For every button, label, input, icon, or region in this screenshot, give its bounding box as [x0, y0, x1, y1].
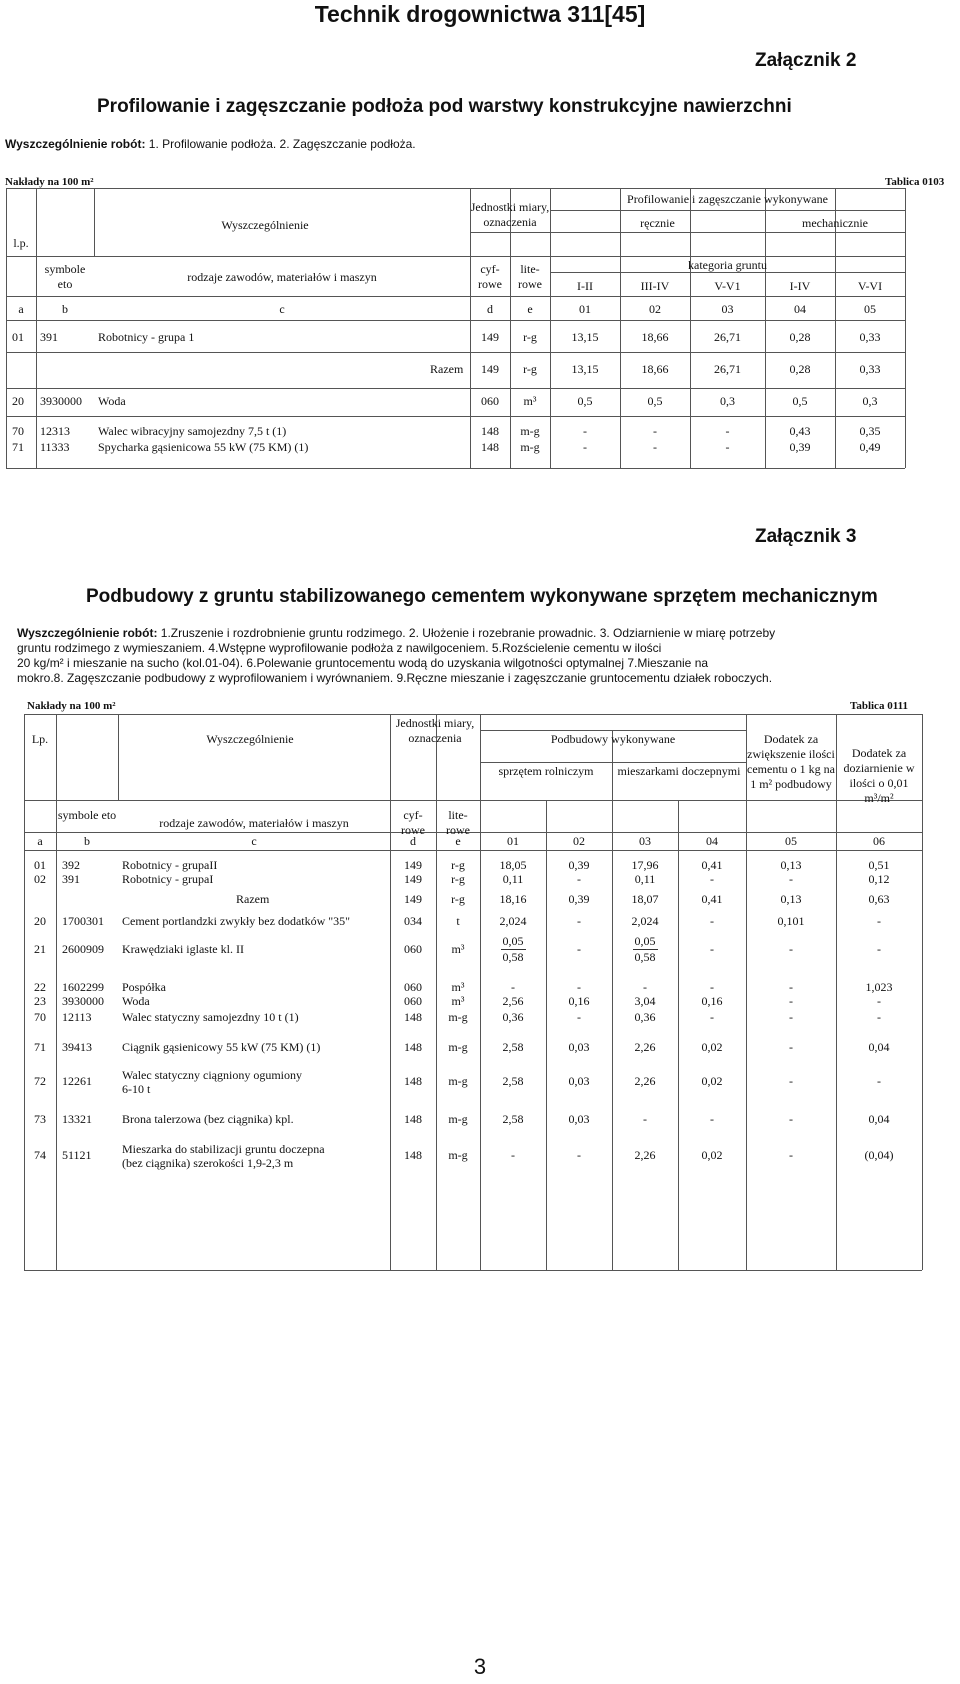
- annex2-workspec-label: Wyszczególnienie robót:: [5, 137, 146, 151]
- row-value: 0,36: [502, 1010, 524, 1024]
- row-name: Ciągnik gąsienicowy 55 kW (75 KM) (1): [122, 1040, 321, 1054]
- row-symbol: 11333: [40, 440, 70, 454]
- letter-col-e: e: [527, 302, 533, 316]
- row-value: -: [710, 980, 714, 994]
- row-cyf: 060: [481, 394, 499, 408]
- row-value: -: [789, 942, 793, 956]
- hdr-dodatek2: Dodatek za doziarnienie w ilości o 0,01 m³/m²: [843, 746, 915, 805]
- row-value: 0,12: [868, 872, 890, 886]
- annex2-naklady: Nakłady na 100 m²: [5, 176, 94, 188]
- rule-v: [24, 714, 25, 1270]
- row-value: 0,13: [780, 858, 802, 872]
- row-lit: r-g: [523, 362, 537, 376]
- row-symbol: 12261: [62, 1074, 92, 1088]
- row-cyf: 060: [404, 994, 422, 1008]
- rule-h: [6, 352, 905, 353]
- row-value: -: [789, 1074, 793, 1088]
- row-value: 18,66: [641, 330, 669, 344]
- letter-col-03: 03: [639, 834, 651, 848]
- row-symbol: 1700301: [62, 914, 104, 928]
- rule-h: [480, 762, 746, 763]
- row-symbol: 13321: [62, 1112, 92, 1126]
- rule-v: [94, 188, 95, 256]
- row-lit: r-g: [451, 858, 465, 872]
- hdr-lp: Lp.: [31, 732, 49, 746]
- row-value: 0,5: [792, 394, 808, 408]
- annex3-workspec: [17, 626, 942, 686]
- fraction-numerator: 0,05: [502, 934, 524, 948]
- row-name: Pospółka: [122, 980, 167, 994]
- annex3-workspec-label: Wyszczególnienie robót:: [17, 626, 158, 640]
- row-value: 1,023: [865, 980, 893, 994]
- row-value: -: [789, 980, 793, 994]
- annex3-section: [0, 500, 960, 1280]
- hdr-literowe: lite- rowe: [518, 262, 542, 291]
- hdr-jednostki: Jednostki miary, oznaczenia: [470, 200, 550, 229]
- annex3-tablica: Tablica 0111: [850, 700, 908, 712]
- row-value: 2,024: [499, 914, 527, 928]
- rule-h: [24, 714, 922, 715]
- row-value: 0,04: [868, 1040, 890, 1054]
- row-value: 0,36: [634, 1010, 656, 1024]
- rule-h: [470, 232, 905, 233]
- row-value: 0,02: [701, 1074, 723, 1088]
- hdr-sprzetem: sprzętem rolniczym: [498, 764, 594, 778]
- hdr-symbole: symbole eto: [44, 262, 86, 291]
- row-value: -: [789, 1112, 793, 1126]
- rule-h: [6, 296, 905, 297]
- hdr-wyszczegolnienie: Wyszczególnienie: [206, 732, 294, 746]
- row-value: 0,35: [859, 424, 881, 438]
- row-lit: m-g: [448, 1148, 468, 1162]
- fraction-numerator: 0,05: [634, 934, 656, 948]
- hdr-jednostki: Jednostki miary, oznaczenia: [395, 716, 475, 745]
- row-value: -: [877, 1010, 881, 1024]
- row-value-fraction: [612, 934, 678, 965]
- row-lp: 71: [34, 1040, 46, 1054]
- rule-v: [118, 714, 119, 800]
- row-name: Krawędziaki iglaste kl. II: [122, 942, 244, 956]
- row-name: Walec wibracyjny samojezdny 7,5 t (1): [98, 424, 287, 438]
- row-value: 0,16: [568, 994, 590, 1008]
- row-value: -: [877, 914, 881, 928]
- row-value: 0,5: [577, 394, 593, 408]
- row-value: 0,03: [568, 1074, 590, 1088]
- row-value: 2,024: [631, 914, 659, 928]
- hdr-symbole: symbole eto: [57, 808, 117, 822]
- annex2-label: Załącznik 2: [755, 50, 857, 71]
- row-value: 26,71: [714, 362, 741, 376]
- letter-col-03: 03: [721, 302, 734, 316]
- annex3-workspec-line-2: 20 kg/m² i mieszanie na sucho (kol.01-04). 6.Polewanie gruntocementu wodą do uzyskania wilgotności optymalnej 7.Mieszanie na: [17, 656, 709, 670]
- rule-v: [922, 714, 923, 1270]
- row-symbol: 3930000: [62, 994, 104, 1008]
- row-value: -: [710, 942, 714, 956]
- letter-col-a: a: [18, 302, 24, 316]
- row-value: 0,49: [859, 440, 881, 454]
- row-value: 2,56: [502, 994, 524, 1008]
- letter-col-b: b: [62, 302, 68, 316]
- row-lp: 01: [34, 858, 46, 872]
- row-lit: m-g: [448, 1010, 468, 1024]
- row-value: -: [583, 424, 587, 438]
- row-value: -: [577, 980, 581, 994]
- row-name: 6-10 t: [122, 1082, 151, 1096]
- row-value: -: [577, 942, 581, 956]
- row-value: 0,33: [859, 330, 881, 344]
- letter-col-c: c: [251, 834, 257, 848]
- row-value: 0,33: [859, 362, 881, 376]
- row-lp: 73: [34, 1112, 46, 1126]
- rule-h: [6, 188, 905, 189]
- hdr-kategoria-k2: III-IV: [640, 279, 670, 293]
- row-name: Cement portlandzki zwykły bez dodatków "35": [122, 914, 351, 928]
- row-cyf: 034: [404, 914, 422, 928]
- row-value: -: [877, 994, 881, 1008]
- row-cyf: 149: [404, 858, 422, 872]
- row-symbol: 391: [40, 330, 58, 344]
- row-lp: 20: [12, 394, 24, 408]
- letter-col-05: 05: [785, 834, 797, 848]
- row-lp: 20: [34, 914, 46, 928]
- row-symbol: 51121: [62, 1148, 92, 1162]
- row-value: -: [643, 980, 647, 994]
- row-value: 2,26: [634, 1148, 656, 1162]
- row-value: -: [789, 1148, 793, 1162]
- row-value: 0,04: [868, 1112, 890, 1126]
- row-value: -: [877, 942, 881, 956]
- rule-v: [905, 188, 906, 468]
- rule-h: [6, 388, 905, 389]
- rule-h: [6, 468, 905, 469]
- row-lit: m³: [451, 994, 465, 1008]
- rule-h: [6, 256, 905, 257]
- row-lit: r-g: [451, 872, 465, 886]
- row-value: 0,03: [568, 1112, 590, 1126]
- row-value: -: [653, 440, 657, 454]
- row-value: -: [725, 424, 730, 438]
- row-value: 3,04: [634, 994, 656, 1008]
- row-value: 0,28: [789, 362, 811, 376]
- hdr-kategoria-k5: V-VI: [857, 279, 883, 293]
- row-value: 18,07: [631, 892, 659, 906]
- row-lit: r-g: [451, 892, 465, 906]
- row-value: 0,101: [777, 914, 805, 928]
- row-value: -: [643, 1112, 647, 1126]
- row-value: 0,43: [789, 424, 811, 438]
- row-value: 13,15: [571, 330, 599, 344]
- row-value: -: [877, 1074, 881, 1088]
- row-cyf: 060: [404, 942, 422, 956]
- row-cyf: 148: [404, 1112, 422, 1126]
- row-symbol: 2600909: [62, 942, 104, 956]
- row-name: Robotnicy - grupa 1: [98, 330, 195, 344]
- annex3-workspec-line-3: mokro.8. Zagęszczanie podbudowy z wyprofilowaniem i wyrównaniem. 9.Ręczne mieszanie i zagęszczanie gruntocementu działek roboczych.: [17, 671, 773, 685]
- row-value: 0,02: [701, 1148, 723, 1162]
- hdr-rodzaje: rodzaje zawodów, materiałów i maszyn: [159, 816, 349, 830]
- row-lp: 70: [12, 424, 24, 438]
- row-value: -: [577, 1148, 581, 1162]
- row-value: 0,28: [789, 330, 811, 344]
- letter-col-04: 04: [706, 834, 718, 848]
- hdr-literowe: lite- rowe: [446, 808, 470, 837]
- row-value: 2,26: [634, 1074, 656, 1088]
- row-value: 0,41: [701, 858, 723, 872]
- hdr-dodatek1: Dodatek za zwiększenie ilości cementu o 1 kg na 1 m² podbudowy: [747, 732, 835, 791]
- page-title: Technik drogownictwa 311[45]: [314, 1, 646, 27]
- row-value: -: [577, 914, 581, 928]
- row-value: 17,96: [631, 858, 659, 872]
- row-value: -: [710, 872, 714, 886]
- annex3-label: Załącznik 3: [755, 526, 857, 547]
- row-value: 18,05: [499, 858, 527, 872]
- letter-col-06: 06: [873, 834, 885, 848]
- row-name: (bez ciągnika) szerokości 1,9-2,3 m: [122, 1156, 294, 1170]
- row-value: 2,58: [502, 1074, 524, 1088]
- row-name: Walec statyczny ciągniony ogumiony: [122, 1068, 302, 1082]
- row-lp: 23: [34, 994, 46, 1008]
- letter-col-c: c: [279, 302, 285, 316]
- row-value: -: [789, 1010, 793, 1024]
- row-value: -: [583, 440, 587, 454]
- row-lit: m³: [523, 394, 537, 408]
- row-name: Woda: [98, 394, 126, 408]
- row-lit: m-g: [448, 1040, 468, 1054]
- row-value: -: [511, 1148, 515, 1162]
- row-lp: 01: [12, 330, 24, 344]
- letter-col-d: d: [410, 834, 416, 848]
- hdr-cyfrowe: cyf- rowe: [401, 808, 425, 837]
- row-value: -: [710, 1010, 714, 1024]
- annex2-workspec-text: 1. Profilowanie podłoża. 2. Zagęszczanie podłoża.: [145, 137, 416, 151]
- row-value: 0,03: [568, 1040, 590, 1054]
- row-lit: m³: [451, 942, 465, 956]
- row-symbol: 1602299: [62, 980, 104, 994]
- row-value: 0,11: [634, 872, 656, 886]
- row-lit: m-g: [448, 1074, 468, 1088]
- row-symbol: 12313: [40, 424, 70, 438]
- annex2-heading: Profilowanie i zagęszczanie podłoża pod warstwy konstrukcyjne nawierzchni: [97, 96, 792, 117]
- rule-h: [24, 850, 922, 851]
- hdr-kategoria: kategoria gruntu: [688, 258, 767, 272]
- row-value: -: [789, 1040, 793, 1054]
- hdr-kategoria-k3: V-V1: [714, 279, 741, 293]
- row-value: 0,5: [647, 394, 663, 408]
- row-value: 0,3: [720, 394, 735, 408]
- letter-col-01: 01: [579, 302, 591, 316]
- row-name: Spycharka gąsienicowa 55 kW (75 KM) (1): [98, 440, 309, 454]
- row-lp: 74: [34, 1148, 46, 1162]
- annex3-heading: Podbudowy z gruntu stabilizowanego cementem wykonywane sprzętem mechanicznym: [86, 586, 878, 607]
- letter-col-d: d: [487, 302, 493, 316]
- letter-col-a: a: [37, 834, 43, 848]
- letter-col-e: e: [455, 834, 461, 848]
- letter-col-04: 04: [794, 302, 806, 316]
- row-value: -: [789, 872, 793, 886]
- row-value: 2,58: [502, 1040, 524, 1054]
- row-lp: 72: [34, 1074, 46, 1088]
- row-value: 26,71: [714, 330, 741, 344]
- row-value-fraction: [480, 934, 546, 965]
- annex2-section: [0, 0, 960, 500]
- annex3-workspec-line-0: Wyszczególnienie robót: 1.Zruszenie i rozdrobnienie gruntu rodzimego. 2. Ułożenie i rozebranie prowadnic. 3. Odziarnienie w miarę potrzeby: [17, 626, 776, 640]
- row-name: Razem: [430, 362, 464, 376]
- hdr-recznie: ręcznie: [640, 216, 675, 230]
- hdr-profilowanie: Profilowanie i zagęszczanie wykonywane: [627, 192, 828, 206]
- row-value: -: [710, 914, 714, 928]
- row-value: 2,58: [502, 1112, 524, 1126]
- row-lit: r-g: [523, 330, 537, 344]
- row-value: 18,66: [641, 362, 669, 376]
- row-value: 0,51: [868, 858, 890, 872]
- row-name: Robotnicy - grupaI: [122, 872, 214, 886]
- row-cyf: 148: [404, 1074, 422, 1088]
- letter-col-01: 01: [507, 834, 519, 848]
- row-lp: 71: [12, 440, 24, 454]
- fraction-denominator: 0,58: [634, 950, 656, 964]
- rule-h: [6, 320, 905, 321]
- hdr-wyszczegolnienie: Wyszczególnienie: [221, 218, 309, 232]
- fraction-denominator: 0,58: [502, 950, 524, 964]
- row-value: -: [725, 440, 730, 454]
- rule-h: [550, 210, 905, 211]
- row-lp: 21: [34, 942, 46, 956]
- letter-col-02: 02: [649, 302, 661, 316]
- row-value: 0,41: [701, 892, 723, 906]
- annex3-naklady: Nakłady na 100 m²: [27, 700, 116, 712]
- rule-h: [24, 1270, 922, 1271]
- row-value: -: [789, 994, 793, 1008]
- row-cyf: 148: [481, 424, 499, 438]
- row-value: 2,26: [634, 1040, 656, 1054]
- row-lp: 70: [34, 1010, 46, 1024]
- page-number: 3: [473, 1654, 487, 1679]
- row-cyf: 149: [481, 362, 499, 376]
- row-value: 0,63: [868, 892, 890, 906]
- hdr-cyfrowe: cyf- rowe: [478, 262, 502, 291]
- hdr-kategoria-k1: I-II: [577, 279, 593, 293]
- row-lp: 02: [34, 872, 46, 886]
- row-name: Mieszarka do stabilizacji gruntu doczepna: [122, 1142, 325, 1156]
- row-value: 0,39: [568, 858, 590, 872]
- row-value: 0,11: [502, 872, 524, 886]
- hdr-kategoria-k4: I-IV: [789, 279, 811, 293]
- hdr-mechanicznie: mechanicznie: [802, 216, 868, 230]
- hdr-rodzaje: rodzaje zawodów, materiałów i maszyn: [187, 270, 377, 284]
- row-value: -: [511, 980, 515, 994]
- row-value: -: [653, 424, 657, 438]
- row-lp: 22: [34, 980, 46, 994]
- row-value: -: [577, 1010, 581, 1024]
- hdr-podbudowy: Podbudowy wykonywane: [550, 732, 676, 746]
- row-cyf: 148: [481, 440, 499, 454]
- row-value: 0,39: [789, 440, 811, 454]
- letter-col-05: 05: [864, 302, 876, 316]
- row-value: 0,16: [701, 994, 723, 1008]
- row-symbol: 391: [62, 872, 80, 886]
- row-name: Walec statyczny samojezdny 10 t (1): [122, 1010, 299, 1024]
- row-value: 0,39: [568, 892, 590, 906]
- row-lit: m-g: [448, 1112, 468, 1126]
- row-symbol: 3930000: [40, 394, 82, 408]
- row-name: Woda: [122, 994, 150, 1008]
- row-cyf: 149: [404, 892, 422, 906]
- hdr-lp: l.p.: [13, 236, 29, 250]
- row-lit: m³: [451, 980, 465, 994]
- row-value: 18,16: [499, 892, 527, 906]
- row-value: 0,13: [780, 892, 802, 906]
- rule-v: [6, 188, 7, 468]
- row-lit: m-g: [520, 424, 540, 438]
- letter-col-02: 02: [573, 834, 585, 848]
- row-lit: t: [456, 914, 460, 928]
- row-value: (0,04): [864, 1148, 894, 1162]
- row-symbol: 39413: [62, 1040, 92, 1054]
- row-cyf: 149: [404, 872, 422, 886]
- row-value: -: [577, 872, 581, 886]
- hdr-mieszarkami: mieszarkami doczepnymi: [617, 764, 741, 778]
- row-lit: m-g: [520, 440, 540, 454]
- row-value: -: [710, 1112, 714, 1126]
- rule-h: [480, 730, 746, 731]
- annex2-workspec: [5, 137, 416, 151]
- letter-col-b: b: [84, 834, 90, 848]
- row-cyf: 148: [404, 1040, 422, 1054]
- row-cyf: 060: [404, 980, 422, 994]
- annex3-workspec-line-1: gruntu rodzimego z wymieszaniem. 4.Wstępne wyprofilowanie podłoża z nawilgoceniem. 5.Rozścielenie cementu w ilości: [17, 641, 662, 655]
- row-value: 0,02: [701, 1040, 723, 1054]
- annex2-tablica: Tablica 0103: [885, 176, 945, 188]
- row-cyf: 148: [404, 1148, 422, 1162]
- row-cyf: 149: [481, 330, 499, 344]
- rule-h: [24, 800, 922, 801]
- row-name: Robotnicy - grupaII: [122, 858, 218, 872]
- row-symbol: 392: [62, 858, 80, 872]
- row-name: Razem: [236, 892, 270, 906]
- rule-h: [6, 416, 905, 417]
- row-symbol: 12113: [62, 1010, 92, 1024]
- row-value: 0,3: [862, 394, 878, 408]
- row-value: 13,15: [571, 362, 599, 376]
- row-cyf: 148: [404, 1010, 422, 1024]
- row-name: Brona talerzowa (bez ciągnika) kpl.: [122, 1112, 294, 1126]
